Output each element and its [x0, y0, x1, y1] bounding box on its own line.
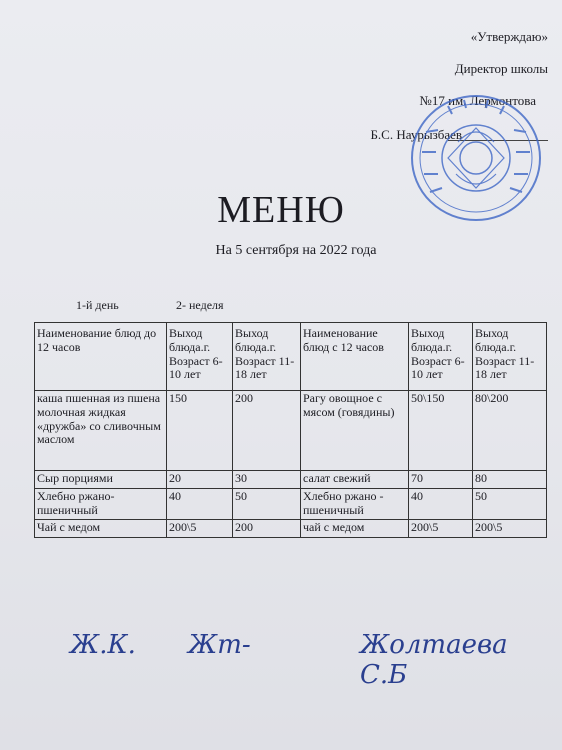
header-cell: Выход блюда.г. Возраст 11-18 лет	[233, 323, 301, 391]
table-cell: 50	[233, 489, 301, 520]
table-row	[35, 519, 547, 537]
header-cell: Выход блюда.г. Возраст 6-10 лет	[167, 323, 233, 391]
table-cell: 40	[167, 489, 233, 520]
handwritten-signature-name: Жолтаева С.Б	[360, 630, 508, 690]
table-cell: 20	[167, 471, 233, 489]
page-subtitle: На 5 сентября на 2022 года	[215, 243, 377, 258]
page-title: МЕНЮ	[217, 189, 345, 231]
table-cell: 50\150	[409, 391, 473, 471]
table-row	[35, 391, 547, 471]
header-cell: Наименование блюд до 12 часов	[35, 323, 167, 391]
table-cell: салат свежий	[301, 471, 409, 489]
table-cell: 80\200	[473, 391, 547, 471]
approval-name: Б.С. Наурызбаев	[370, 127, 462, 142]
table-cell: 200	[233, 519, 301, 537]
header-cell: Наименование блюд с 12 часов	[301, 323, 409, 391]
table-cell: 150	[167, 391, 233, 471]
week-label: 2- неделя	[176, 298, 224, 312]
approval-position: Директор школы	[454, 61, 548, 76]
table-cell: 50	[473, 489, 547, 520]
table-cell: Сыр порциями	[35, 471, 167, 489]
table-header-row	[35, 323, 547, 391]
day-label: 1-й день	[76, 298, 119, 312]
table-cell: чай с медом	[301, 519, 409, 537]
table-cell: Хлебно ржано - пшеничный	[301, 489, 409, 520]
table-cell: 200\5	[473, 519, 547, 537]
table-cell: 200\5	[167, 519, 233, 537]
table-cell: Хлебно ржано-пшеничный	[35, 489, 167, 520]
table-cell: 40	[409, 489, 473, 520]
approval-heading: «Утверждаю»	[470, 29, 548, 44]
handwritten-signature-initials: Ж.К.	[70, 630, 136, 660]
table-cell: каша пшенная из пшена молочная жидкая «дружба» со сливочным маслом	[35, 391, 167, 471]
table-row	[35, 471, 547, 489]
menu-table	[34, 322, 547, 538]
handwritten-signature: Жт-	[188, 630, 251, 660]
table-cell: 70	[409, 471, 473, 489]
table-cell: Чай с медом	[35, 519, 167, 537]
header-cell: Выход блюда.г. Возраст 6-10 лет	[409, 323, 473, 391]
approval-school: №17 им. Лермонтова	[419, 93, 536, 108]
header-cell: Выход блюда.г. Возраст 11-18 лет	[473, 323, 547, 391]
table-row	[35, 489, 547, 520]
table-cell: 200\5	[409, 519, 473, 537]
table-cell: 80	[473, 471, 547, 489]
table-cell: 30	[233, 471, 301, 489]
table-cell: 200	[233, 391, 301, 471]
table-cell: Рагу овощное с мясом (говядины)	[301, 391, 409, 471]
